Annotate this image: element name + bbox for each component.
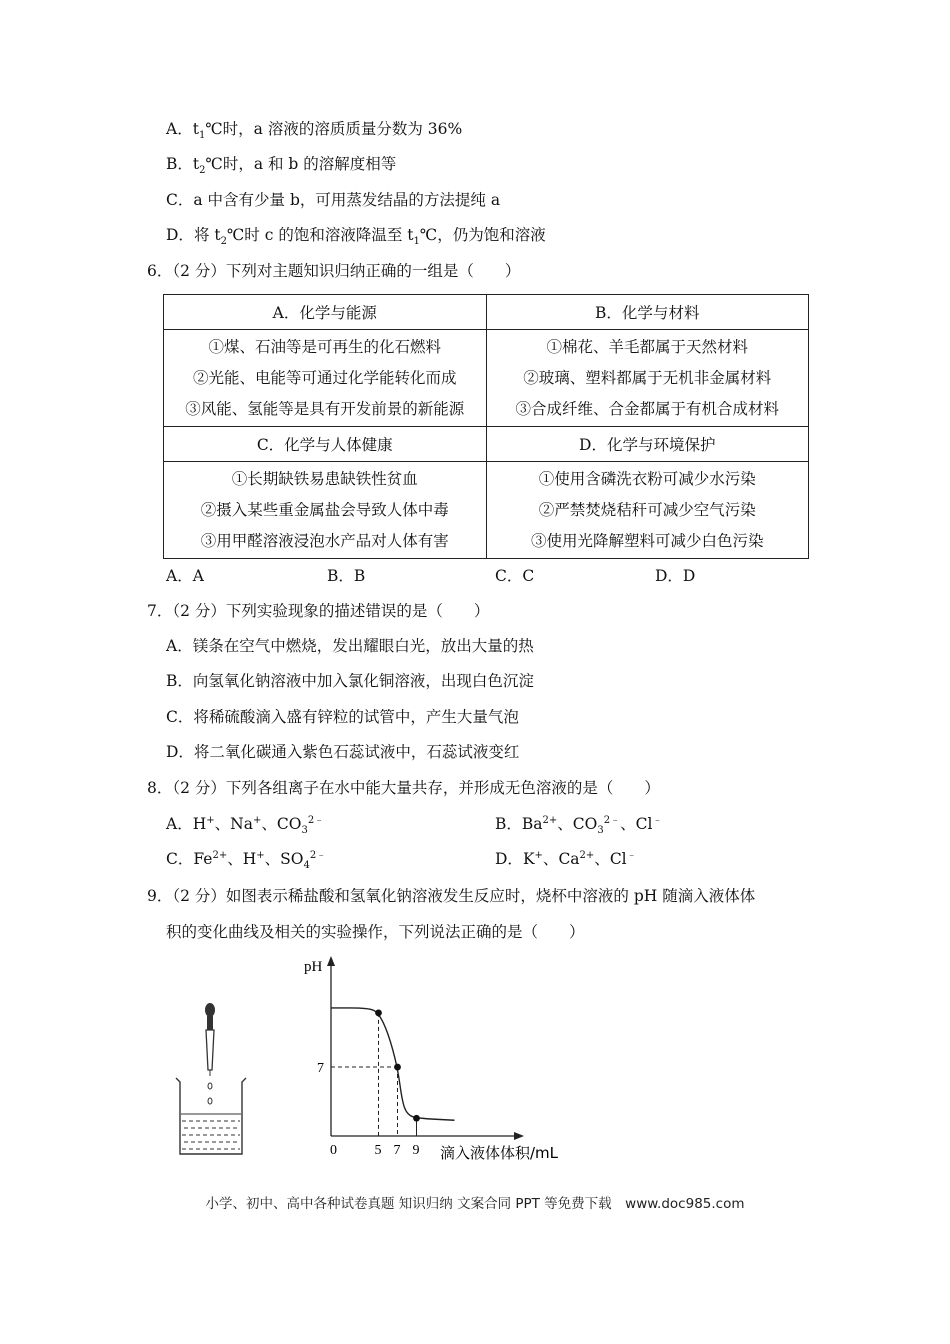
data-point xyxy=(413,1115,420,1122)
droplet xyxy=(208,1098,212,1104)
q7-option-b: B．向氢氧化钠溶液中加入氯化铜溶液，出现白色沉淀 xyxy=(166,672,534,690)
q5-option-c: C．a 中含有少量 b，可用蒸发结晶的方法提纯 a xyxy=(166,191,501,209)
table-cell-d-title: D．化学与环境保护 xyxy=(486,427,809,462)
table-cell-c-items: ①长期缺铁易患缺铁性贫血 ②摄入某些重金属盐会导致人体中毒 ③用甲醛溶液浸泡水产品对人体有害 xyxy=(164,462,487,559)
table-cell-d-items: ①使用含磷洗衣粉可减少水污染 ②严禁焚烧秸秆可减少空气污染 ③使用光降解塑料可减少白色污染 xyxy=(486,462,809,559)
q6-choice-b: B．B xyxy=(327,567,366,585)
droplet xyxy=(208,1083,212,1089)
y-axis-arrow xyxy=(327,956,335,966)
table-cell-a-items: ①煤、石油等是可再生的化石燃料 ②光能、电能等可通过化学能转化而成 ③风能、氢能等是具有开发前景的新能源 xyxy=(164,330,487,427)
table-cell-a-title: A．化学与能源 xyxy=(164,295,487,330)
x-tick-label: 0 xyxy=(330,1143,337,1158)
x-axis-label: 滴入液体体积/mL xyxy=(440,1144,559,1162)
q7-option-c: C．将稀硫酸滴入盛有锌粒的试管中，产生大量气泡 xyxy=(166,708,519,726)
q9-stem-line1: 9．（2 分）如图表示稀盐酸和氢氧化钠溶液发生反应时，烧杯中溶液的 pH 随滴入液体体 xyxy=(147,887,756,905)
q9-stem-line2: 积的变化曲线及相关的实验操作，下列说法正确的是（ ） xyxy=(166,923,585,941)
data-point xyxy=(375,1009,382,1016)
dropper-neck xyxy=(207,1016,213,1030)
table-cell-b-items: ①棉花、羊毛都属于天然材料 ②玻璃、塑料都属于无机非金属材料 ③合成纤维、合金都属于有机合成材料 xyxy=(486,330,809,427)
q5-option-b: B．$t_2℃$时，a 和 b 的溶解度相等 xyxy=(166,155,397,177)
page-footer: 小学、初中、高中各种试卷真题 知识归纳 文案合同 PPT 等免费下载 www.doc985.com xyxy=(205,1196,745,1212)
q5-option-d: D．将 $t_2℃$时 c 的饱和溶液降温至 $t_1℃$，仍为饱和溶液 xyxy=(166,226,546,248)
q5-option-a: A．$t_1℃$时，a 溶液的溶质质量分数为 36% xyxy=(166,120,463,142)
x-axis-arrow xyxy=(514,1132,524,1140)
dropper-beaker-illustration xyxy=(170,1000,250,1160)
x-tick-label: 9 xyxy=(412,1143,420,1158)
table-cell-b-title: B．化学与材料 xyxy=(486,295,809,330)
data-point xyxy=(394,1064,401,1071)
beaker-outline xyxy=(176,1078,246,1154)
q8-option-a: A．H+、Na+、$CO_3^{2﹣}$ xyxy=(166,814,325,837)
q6-choice-a: A．A xyxy=(166,567,204,585)
x-tick-label: 7 xyxy=(393,1143,401,1158)
q8-option-d: D．K+、$Ca^{2+}$、Cl﹣ xyxy=(495,849,637,868)
q7-option-a: A．镁条在空气中燃烧，发出耀眼白光，放出大量的热 xyxy=(166,637,534,655)
q6-stem: 6．（2 分）下列对主题知识归纳正确的一组是（ ） xyxy=(147,262,521,280)
dropper-bulb xyxy=(205,1003,215,1017)
x-tick-label: 5 xyxy=(374,1143,382,1158)
q7-stem: 7．（2 分）下列实验现象的描述错误的是（ ） xyxy=(147,602,490,620)
dropper-tube xyxy=(206,1030,214,1070)
q8-option-c: C．$Fe^{2+}$、H+、$SO_4^{2﹣}$ xyxy=(166,849,327,872)
q6-choice-c: C．C xyxy=(495,567,535,585)
ph-curve-line xyxy=(331,1008,455,1120)
y-tick-label: 7 xyxy=(317,1061,324,1077)
q8-stem: 8．（2 分）下列各组离子在水中能大量共存，并形成无色溶液的是（ ） xyxy=(147,779,660,797)
q6-choice-d: D．D xyxy=(655,567,696,585)
q8-option-b: B．$Ba^{2+}$、$CO_3^{2﹣}$、Cl﹣ xyxy=(495,814,663,837)
y-axis-label: pH xyxy=(304,959,323,975)
q7-option-d: D．将二氧化碳通入紫色石蕊试液中，石蕊试液变红 xyxy=(166,743,520,761)
table-cell-c-title: C．化学与人体健康 xyxy=(164,427,487,462)
q6-knowledge-table xyxy=(163,294,809,559)
beaker-solution xyxy=(181,1114,241,1149)
ph-curve-chart xyxy=(290,950,600,1165)
